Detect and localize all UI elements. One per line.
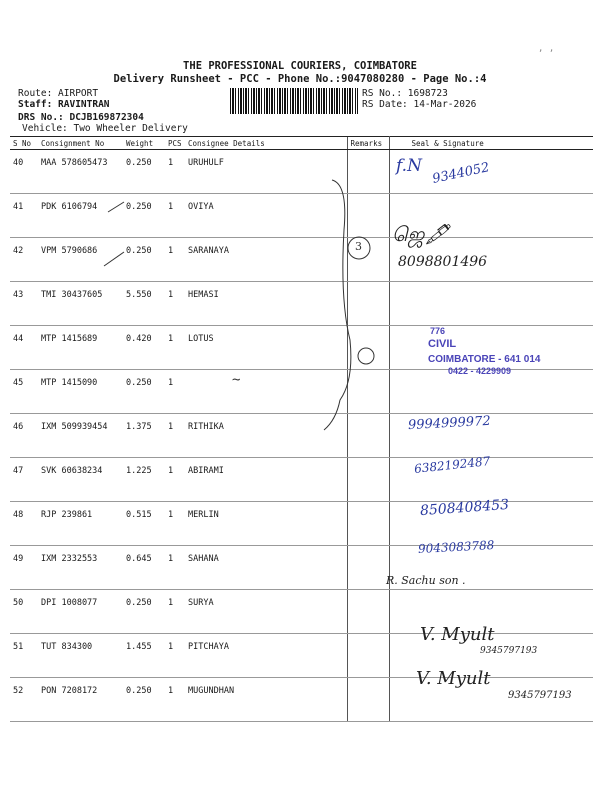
consignment-cell: SVK 60638234 <box>38 458 123 502</box>
drs-number: DRS No.: DCJB169872304 <box>18 112 144 123</box>
pcs-cell: 1 <box>165 634 185 678</box>
sno-cell: 52 <box>10 678 38 722</box>
runsheet-subtitle: Delivery Runsheet - PCC - Phone No.:9047080280 - Page No.:4 <box>113 73 487 85</box>
consignment-cell: TUT 834300 <box>38 634 123 678</box>
weight-cell: 0.250 <box>123 678 165 722</box>
consignee-cell: LOTUS <box>185 326 347 370</box>
pcs-cell: 1 <box>165 194 185 238</box>
consignee-cell: HEMASI <box>185 282 347 326</box>
signature-51: V. Myult <box>420 624 495 645</box>
phone-40: 9344052 <box>431 160 491 187</box>
sno-cell: 42 <box>10 238 38 282</box>
bracket-mark <box>324 180 351 430</box>
col-weight: Weight <box>123 137 165 150</box>
pcs-cell: 1 <box>165 546 185 590</box>
signature-40: f.N <box>396 156 422 176</box>
remark-circle <box>358 348 374 364</box>
pcs-cell: 1 <box>165 370 185 414</box>
pcs-cell: 1 <box>165 238 185 282</box>
rs-date: RS Date: 14-Mar-2026 <box>362 99 477 110</box>
sno-cell: 44 <box>10 326 38 370</box>
weight-cell: 0.420 <box>123 326 165 370</box>
signature-42: ஜெ🖋 <box>392 222 450 246</box>
consignee-cell: ABIRAMI <box>185 458 347 502</box>
consignment-cell: RJP 239861 <box>38 502 123 546</box>
weight-cell: 5.550 <box>123 282 165 326</box>
consignment-cell: MTP 1415090 <box>38 370 123 414</box>
signature-47: 6382192487 <box>413 454 491 476</box>
phone-52: 9345797193 <box>508 690 572 701</box>
pcs-cell: 1 <box>165 502 185 546</box>
consignment-cell: DPI 1008077 <box>38 590 123 634</box>
stamp-line-2: CIVIL <box>428 338 457 350</box>
weight-cell: 0.645 <box>123 546 165 590</box>
sno-cell: 48 <box>10 502 38 546</box>
stamp-line-3: COIMBATORE - 641 014 <box>428 354 541 365</box>
route-label: Route: AIRPORT <box>18 88 99 99</box>
pcs-cell: 1 <box>165 458 185 502</box>
weight-cell: 0.250 <box>123 370 165 414</box>
company-title: THE PROFESSIONAL COURIERS, COIMBATORE <box>183 60 417 72</box>
sno-cell: 49 <box>10 546 38 590</box>
consignee-cell: MUGUNDHAN <box>185 678 347 722</box>
consignee-cell: SURYA <box>185 590 347 634</box>
rs-number: RS No.: 1698723 <box>362 88 448 99</box>
col-seal-signature: Seal & Signature <box>389 137 593 150</box>
signature-48: 8508408453 <box>419 496 510 520</box>
remark-45: ~ <box>232 372 241 388</box>
pcs-cell: 1 <box>165 326 185 370</box>
consignee-cell: SARANAYA <box>185 238 347 282</box>
col-pcs: PCS <box>165 137 185 150</box>
consignment-cell: TMI 30437605 <box>38 282 123 326</box>
weight-cell: 0.515 <box>123 502 165 546</box>
phone-42: 8098801496 <box>398 254 488 270</box>
consignment-cell: PON 7208172 <box>38 678 123 722</box>
consignee-cell: RITHIKA <box>185 414 347 458</box>
weight-cell: 0.250 <box>123 590 165 634</box>
pcs-cell: 1 <box>165 414 185 458</box>
corner-marks: , , <box>538 44 555 54</box>
weight-cell: 1.375 <box>123 414 165 458</box>
sno-cell: 47 <box>10 458 38 502</box>
consignment-cell: VPM 5790686 <box>38 238 123 282</box>
tick-mark <box>104 252 124 266</box>
col-remarks: Remarks <box>347 137 389 150</box>
phone-51: 9345797193 <box>480 646 538 656</box>
consignment-cell: MTP 1415689 <box>38 326 123 370</box>
signature-49: 9043083788 <box>417 538 495 556</box>
sno-cell: 50 <box>10 590 38 634</box>
sno-cell: 51 <box>10 634 38 678</box>
consignee-cell: URUHULF <box>185 150 347 194</box>
consignment-cell: IXM 2332553 <box>38 546 123 590</box>
weight-cell: 1.455 <box>123 634 165 678</box>
pcs-cell: 1 <box>165 678 185 722</box>
sno-cell: 40 <box>10 150 38 194</box>
weight-cell: 0.250 <box>123 238 165 282</box>
col-consignee: Consignee Details <box>185 137 347 150</box>
col-sno: S No <box>10 137 38 150</box>
staff-label: Staff: RAVINTRAN <box>18 99 110 110</box>
remark-42: 3 <box>355 240 362 253</box>
consignee-cell: MERLIN <box>185 502 347 546</box>
sno-cell: 43 <box>10 282 38 326</box>
weight-cell: 1.225 <box>123 458 165 502</box>
pcs-cell: 1 <box>165 150 185 194</box>
vehicle-label: Vehicle: Two Wheeler Delivery <box>22 123 188 134</box>
sno-cell: 41 <box>10 194 38 238</box>
stamp-line-1: 776 <box>430 326 446 336</box>
pcs-cell: 1 <box>165 590 185 634</box>
pcs-cell: 1 <box>165 282 185 326</box>
weight-cell: 0.250 <box>123 194 165 238</box>
consignee-cell: OVIYA <box>185 194 347 238</box>
col-consignment: Consignment No <box>38 137 123 150</box>
consignment-cell: PDK 6106794 <box>38 194 123 238</box>
consignment-cell: MAA 578605473 <box>38 150 123 194</box>
signature-50: R. Sachu son . <box>386 574 466 587</box>
tick-mark <box>108 202 124 212</box>
company-stamp <box>394 322 584 384</box>
sno-cell: 45 <box>10 370 38 414</box>
sno-cell: 46 <box>10 414 38 458</box>
stamp-line-4: 0422 - 4229909 <box>448 366 512 376</box>
weight-cell: 0.250 <box>123 150 165 194</box>
consignee-cell: PITCHAYA <box>185 634 347 678</box>
consignment-cell: IXM 509939454 <box>38 414 123 458</box>
consignee-cell: SAHANA <box>185 546 347 590</box>
signature-52: V. Myult <box>416 668 491 689</box>
signature-46: 9994999972 <box>407 413 492 434</box>
